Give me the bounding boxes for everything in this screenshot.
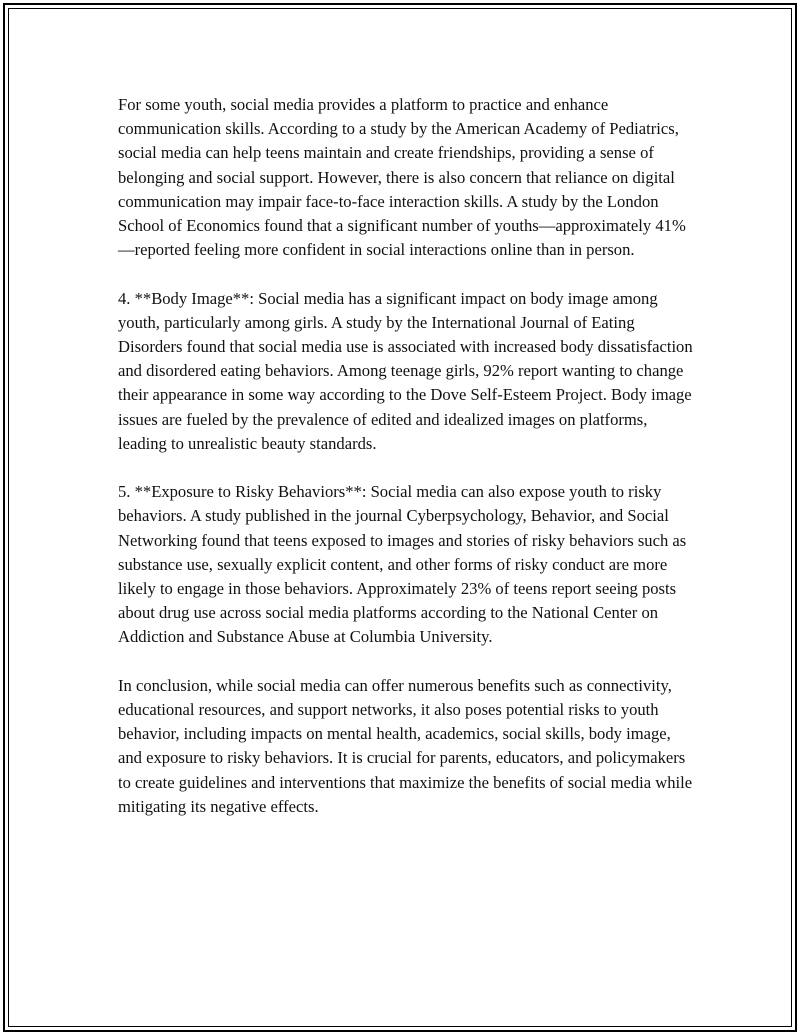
- paragraph-conclusion: In conclusion, while social media can offer numerous benefits such as connectivity, educational resources, and support networks, it also poses potential risks to youth behavior, including impacts on mental health, academics, social skills, body image, and exposure to risky behaviors. It is crucial for parents, educators, and policymakers to create guidelines and interventions that maximize the benefits of social media while mitigating its negative effects.: [118, 675, 693, 816]
- document-body: [118, 93, 698, 843]
- paragraph-communication-skills: For some youth, social media provides a platform to practice and enhance communication skills. According to a study by the American Academy of Pediatrics, social media can help teens maintain and create friendships, providing a sense of belonging and social support. However, there is also concern that reliance on digital communication may impair face-to-face interaction skills. A study by the London School of Economics found that a significant number of youths—approximately 41%—reported feeling more confident in social interactions online than in person.: [118, 95, 686, 260]
- paragraph-risky-behaviors: 5. **Exposure to Risky Behaviors**: Social media can also expose youth to risky behaviors. A study published in the journal Cyberpsychology, Behavior, and Social Networking found that teens exposed to images and stories of risky behaviors such as substance use, sexually explicit content, and other forms of risky conduct are more likely to engage in those behaviors. Approximately 23% of teens report seeing posts about drug use across social media platforms according to the National Center on Addiction and Substance Abuse at Columbia University.: [118, 482, 687, 647]
- paragraph-body-image: 4. **Body Image**: Social media has a significant impact on body image among youth, particularly among girls. A study by the International Journal of Eating Disorders found that social media use is associated with increased body dissatisfaction and disordered eating behaviors. Among teenage girls, 92% report wanting to change their appearance in some way according to the Dove Self-Esteem Project. Body image issues are fueled by the prevalence of edited and idealized images on platforms, leading to unrealistic beauty standards.: [118, 288, 693, 453]
